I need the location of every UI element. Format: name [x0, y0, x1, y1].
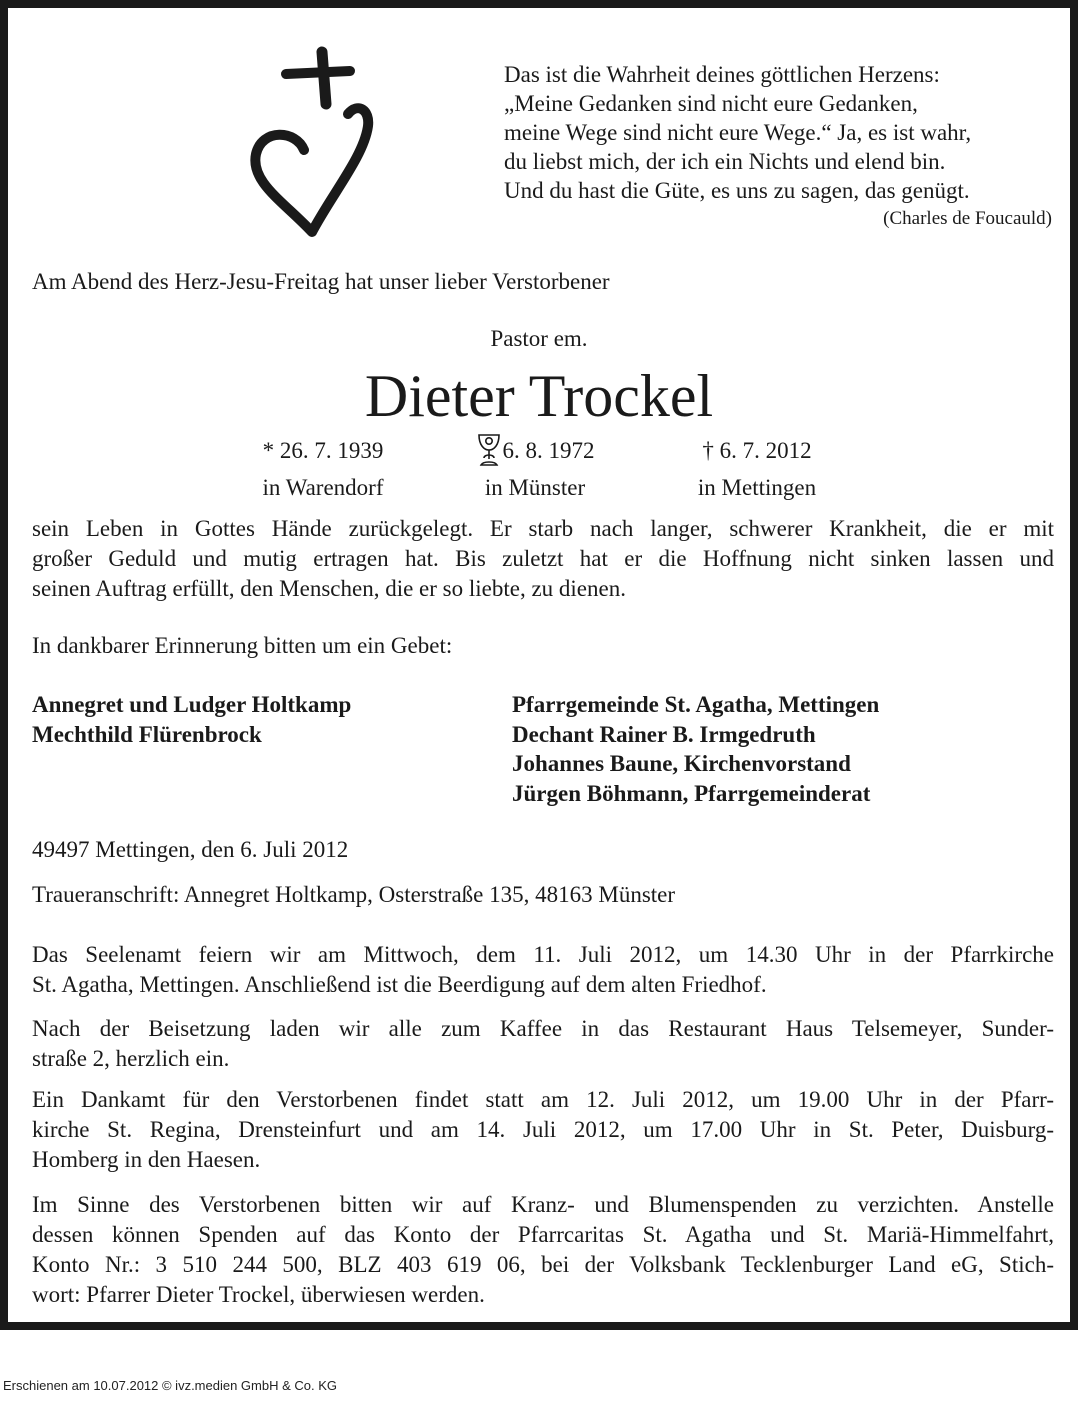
prayer-request: In dankbarer Erinnerung bitten um ein Gebet: [32, 633, 453, 658]
deceased-title: Pastor em. [490, 326, 588, 351]
mourner-name: Jürgen Böhmann, Pfarrgemeinderat [512, 780, 871, 806]
donation-paragraph [32, 1190, 1054, 1310]
death-place: in Mettingen [697, 475, 817, 500]
quote-line: du liebst mich, der ich ein Nichts und elend bin. [504, 149, 946, 174]
place-date: 49497 Mettingen, den 6. Juli 2012 [32, 837, 349, 862]
mourner-name: Annegret und Ludger Holtkamp [32, 692, 352, 717]
body-line: großer Geduld und mutig ertragen hat. Bis zuletzt hat er die Hoffnung nicht sinken lassen und [32, 546, 1054, 571]
body-line: seinen Auftrag erfüllt, den Menschen, die er so liebte, zu dienen. [32, 576, 626, 601]
donation-line: wort: Pfarrer Dieter Trockel, überwiesen werden. [32, 1282, 485, 1307]
ordination-place: in Münster [484, 475, 586, 500]
birth-place: in Warendorf [262, 475, 384, 500]
quote-author: (Charles de Foucauld) [883, 208, 1052, 229]
quote-line: meine Wege sind nicht eure Wege.“ Ja, es ist wahr, [504, 120, 972, 145]
chalice-icon [476, 432, 502, 468]
quote-line: Das ist die Wahrheit deines göttlichen Herzens: [504, 62, 940, 87]
publication-footer: Erschienen am 10.07.2012 © ivz.medien GmbH & Co. KG [3, 1378, 338, 1393]
deceased-name: Dieter Trockel [364, 363, 714, 429]
coffee-line: straße 2, herzlich ein. [32, 1046, 230, 1071]
body-paragraph [32, 514, 1054, 604]
quote-line: „Meine Gedanken sind nicht eure Gedanken, [504, 91, 918, 116]
mourners-right [512, 690, 879, 808]
cross-heart-icon [240, 44, 380, 244]
quote-line: Und du hast die Güte, es uns zu sagen, das genügt. [504, 178, 970, 203]
ordination-column [440, 432, 630, 506]
body-line: sein Leben in Gottes Hände zurückgelegt. Er starb nach langer, schwerer Krankheit, die er mit [32, 516, 1054, 541]
death-column [672, 432, 842, 506]
donation-line: Im Sinne des Verstorbenen bitten wir auf Kranz- und Blumenspenden zu verzichten. Anstelle [32, 1192, 1054, 1217]
death-date: † 6. 7. 2012 [702, 438, 812, 463]
intro-text: Am Abend des Herz-Jesu-Freitag hat unser lieber Verstorbener [32, 269, 610, 294]
quote-block [504, 60, 1052, 232]
mass-line: Ein Dankamt für den Verstorbenen findet statt am 12. Juli 2012, um 19.00 Uhr in der Pfarr- [32, 1087, 1054, 1112]
mourning-address: Traueranschrift: Annegret Holtkamp, Osterstraße 135, 48163 Münster [32, 882, 676, 907]
coffee-paragraph [32, 1014, 1054, 1074]
donation-line: dessen können Spenden auf das Konto der Pfarrcaritas St. Agatha und St. Mariä-Himmelfahrt, [32, 1222, 1054, 1247]
ordination-date: 6. 8. 1972 [502, 438, 595, 463]
mourner-name: Dechant Rainer B. Irmgedruth [512, 721, 816, 747]
birth-column [228, 432, 418, 506]
requiem-line: St. Agatha, Mettingen. Anschließend ist die Beerdigung auf dem alten Friedhof. [32, 972, 767, 997]
mass-line: kirche St. Regina, Drensteinfurt und am 14. Juli 2012, um 17.00 Uhr in St. Peter, Duisburg- [32, 1117, 1054, 1142]
ordination-date-row [440, 432, 630, 469]
memorial-mass-paragraph [32, 1085, 1054, 1175]
mourner-name: Mechthild Flürenbrock [32, 721, 262, 747]
coffee-line: Nach der Beisetzung laden wir alle zum Kaffee in das Restaurant Haus Telsemeyer, Sunder- [32, 1016, 1054, 1041]
mourner-name: Pfarrgemeinde St. Agatha, Mettingen [512, 692, 880, 717]
mourners-left [32, 690, 351, 749]
requiem-paragraph [32, 940, 1054, 1000]
requiem-line: Das Seelenamt feiern wir am Mittwoch, dem 11. Juli 2012, um 14.30 Uhr in der Pfarrkirche [32, 942, 1054, 967]
donation-line: Konto Nr.: 3 510 244 500, BLZ 403 619 06, bei der Volksbank Tecklenburger Land eG, Stich- [32, 1252, 1054, 1277]
mourner-name: Johannes Baune, Kirchenvorstand [512, 751, 851, 776]
birth-date: * 26. 7. 1939 [262, 438, 384, 463]
mass-line: Homberg in den Haesen. [32, 1147, 261, 1172]
